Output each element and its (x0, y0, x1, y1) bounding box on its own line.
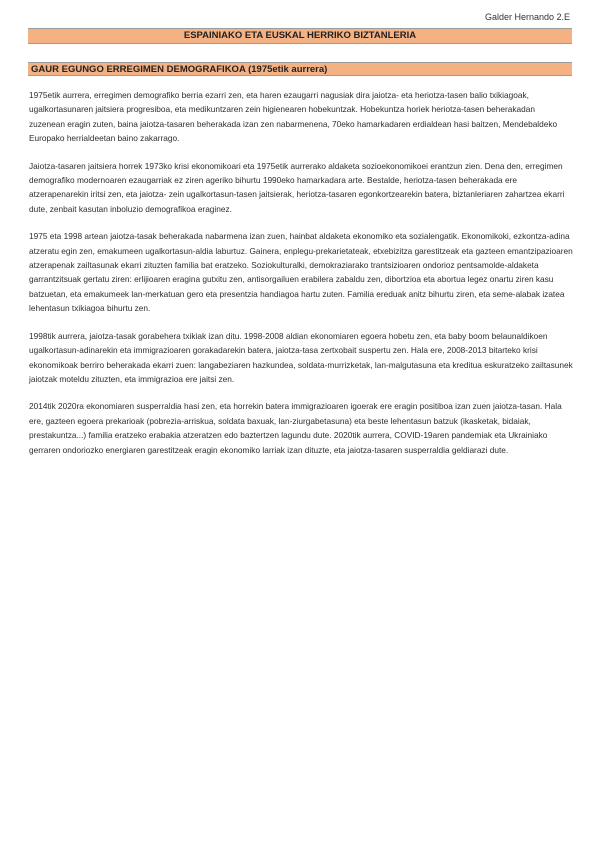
document-body (29, 88, 573, 470)
paragraph-1: 1975etik aurrera, erregimen demografiko berria ezarri zen, eta haren ezaugarri nagusiak dira jaiotza- eta heriotza-tasen balio txikiagoak, ugalkortasunaren jaitsiera progresiboa, eta medikuntzaren zein higienearen hobekuntzak. Hobekuntza horiek heriotza-tasen beherakadan zuzenean eragin zuten, baina jaiotza-tasaren beherakada izan zen nabarmenena, 70eko hamarkadaren erdialdean hasi baitzen, Mendebaldeko Europako herrialdeetan baino zakarrago. (29, 90, 558, 144)
section-heading: GAUR EGUNGO ERREGIMEN DEMOGRAFIKOA (1975etik aurrera) (28, 62, 572, 76)
paragraph-2: Jaiotza-tasaren jaitsiera horrek 1973ko krisi ekonomikoari eta 1975etik aurrerako aldaketa sozioekonomikoei erantzun zien. Dena den, erregimen demografiko modernoaren ezaugarriak ez ziren ageriko bihurtu 1990eko hamarkadara arte. Bestalde, heriotza-tasen beherakada ere atzerapenarekin iritsi zen, eta jaiotza- zein ugalkortasun-tasen jaitsierak, heriotza-tasaren egonkortzearekin batera, biztanleriaren zahartzea ekarri dute, zenbait kasutan inboluzio demografikoa eraginez. (29, 160, 565, 214)
document-title: ESPAINIAKO ETA EUSKAL HERRIKO BIZTANLERIA (28, 28, 572, 44)
paragraph-3: 1975 eta 1998 artean jaiotza-tasak beherakada nabarmena izan zuen, hainbat aldaketa ekonomiko eta sozialengatik. Ekonomikoki, ezkontza-adina atzeratu egin zen, emakumeen ugalkortasun-aldia laburtuz. Gainera, enplegu-prekarietateak, etxebizitza garestitzeak eta gazteen emantzipazioaren atzerapenak zailtasunak ekarri zituzten familia bat eratzeko. Soziokulturalki, demokraziarako trantsizioaren ondorioz pentsamolde-aldaketa garrantzitsuak gertatu ziren: erlijioaren eragina gutxitu zen, antisorgailuen erabilera zabaldu zen, dibortzioa eta abortua legez onartu ziren kasu batzuetan, eta emakumeek lan-merkatuan gero eta presentzia handiagoa hartu zuten. Familia ereduak anitz bihurtu ziren, eta seme-alabak izatea lehentasun txikiagoa bihurtu zen. (29, 231, 573, 314)
paragraph-4: 1998tik aurrera, jaiotza-tasak gorabehera txikiak izan ditu. 1998-2008 aldian ekonomiaren egoera hobetu zen, eta baby boom belaunaldikoen ugalkortasun-adinarekin eta immigrazioaren gorakadarekin batera, jaiotza-tasa zertxobait suspertu zen. Hala ere, 2008-2013 bitarteko krisi ekonomikoak berriro beherakada ekarri zuen: langabeziaren hazkundea, soldata-murrizketak, lan-malgutasuna eta kreditua eskuratzeko zailtasunek jaiotzak moteldu zituzten, eta immigrazioa ere jaitsi zen. (29, 330, 573, 384)
author-label: Galder Hernando 2.E (484, 12, 570, 22)
paragraph-5: 2014tik 2020ra ekonomiaren susperraldia hasi zen, eta horrekin batera immigrazioaren igoerak ere eragin positiboa izan zuen jaiotza-tasan. Hala ere, gazteen egoera prekarioak (pobrezia-arriskua, soldata baxuak, lan-ziurgabetasuna) eta beste lehentasun batzuk (ikasketak, bidaiak, prestakuntza...) familia eratzeko erabakia atzeratzen edo baztertzen lagundu dute. 2020tik aurrera, COVID-19aren pandemiak eta Ukrainiako gerraren ondoriozko energiaren garestitzeak eragin ekonomiko larriak izan dituzte, eta jaiotza-tasaren susperraldia geldiarazi dute. (29, 401, 562, 455)
